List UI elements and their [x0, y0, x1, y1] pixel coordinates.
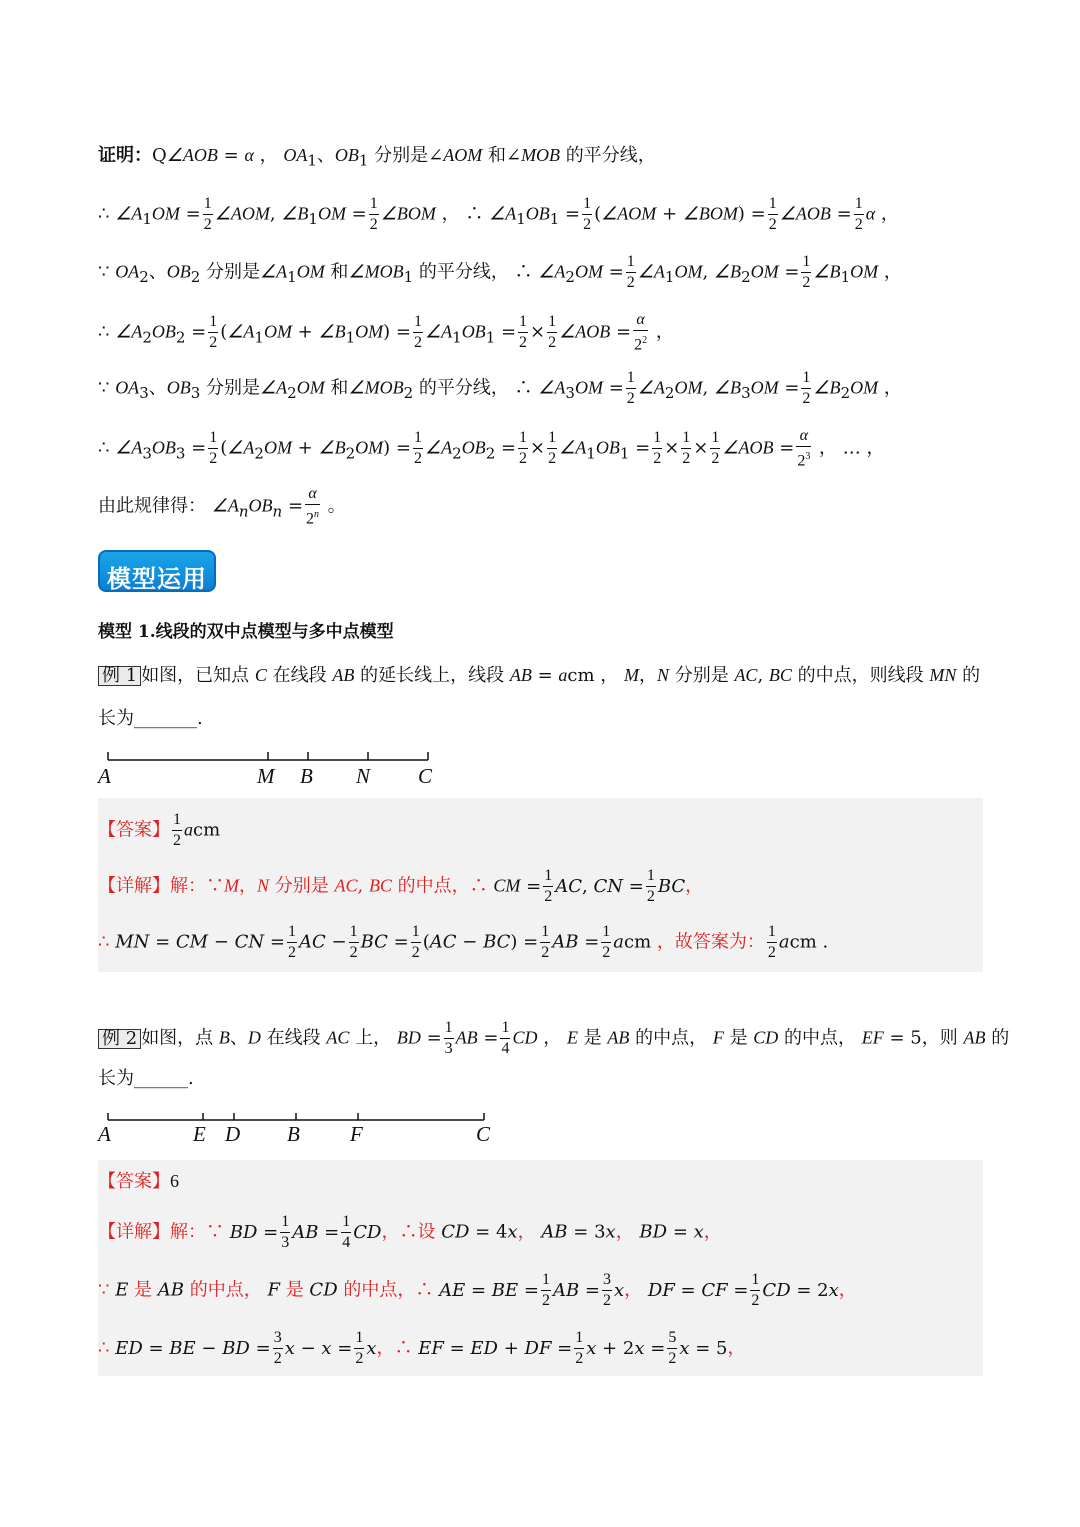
ex2-point-a: A: [98, 1122, 111, 1146]
ex2-tag: 例 2: [98, 1029, 141, 1049]
model-title: 模型 1.线段的双中点模型与多中点模型: [98, 622, 394, 642]
proof-line-7: 由此规律得： $\angle A_nOB_n$ = $\frac{\alpha}{2^n}$ 。: [98, 485, 346, 528]
ex2-answer-box: [98, 1160, 983, 1376]
ex1-answer: 【答案】 $\frac{1}{2}$ acm: [98, 811, 221, 849]
ex2-segment-figure: [98, 1110, 498, 1150]
proof-line-6: ∴ $\angle A_3OB_3$ = $\frac{1}{2}$ ($\angle A_2OM$ + $\angle B_2OM$) = $\frac{1}{2}$ $\angle A_2OB_2$ = $\frac{1}{2}$ × $\frac{1}{2}$ $\angle A_1OB_1$ = $\frac{1}{2}$ × $\frac{1}{2}$ × $\frac{1}{2}$ ∠AOB = $\frac{\alpha}{2^3}$ ， … ，: [98, 427, 885, 470]
section-tag: [98, 550, 216, 592]
proof-line-1: 证明：Q∠AOB = α ， $OA_1$、$OB_1$ 分别是∠AOM 和∠MOB 的平分线，: [98, 145, 656, 170]
proof-line-3: ∵ $OA_2$、$OB_2$ 分别是$\angle A_1OM$ 和$\angle MOB_1$ 的平分线， ∴ $\angle A_2OM$ = $\frac{1}{2}$ $\angle A_1OM$, $\angle B_2OM$ = $\frac{1}{2}$ $\angle B_1OM$ ，: [98, 253, 902, 291]
ex1-segment-figure: [98, 748, 438, 788]
ex1-answer-box: [98, 798, 983, 972]
ex1-question: 例 1 如图，已知点 C 在线段 AB 的延长线上，线段 AB = acm ， M，N 分别是 AC, BC 的中点，则线段 MN 的: [98, 666, 980, 686]
ex1-detail-2: ∴ MN = CM − CN = $\frac{1}{2}$ AC − $\frac{1}{2}$ BC = $\frac{1}{2}$ (AC − BC) = $\frac{1}{2}$ AB = $\frac{1}{2}$ acm ，故答案为： $\frac{1}{2}$ acm .: [98, 923, 829, 961]
ex1-point-b: B: [300, 764, 313, 788]
ex2-point-c: C: [476, 1122, 491, 1146]
ex2-question-line2: 长为______.: [98, 1068, 194, 1089]
ex2-detail-1: 【详解】解：∵ BD = $\frac{1}{3}$ AB = $\frac{1}{4}$ CD，∴设 CD = 4x， AB = 3x， BD = x，: [98, 1213, 722, 1251]
ex2-detail-3: ∴ ED = BE − BD = $\frac{3}{2}$ x − x = $\frac{1}{2}$ x，∴ EF = ED + DF = $\frac{1}{2}$ x + 2x = $\frac{5}{2}$ x = 5，: [98, 1329, 746, 1367]
ex2-point-e: E: [193, 1122, 206, 1146]
ex1-detail-1: 【详解】解：∵M，N 分别是 AC, BC 的中点，∴ CM = $\frac{1}{2}$ AC, CN = $\frac{1}{2}$ BC，: [98, 867, 704, 905]
ex2-answer: [98, 1172, 179, 1191]
ex1-point-c: C: [418, 764, 433, 788]
proof-line-2: ∴ $\angle A_1OM$ = $\frac{1}{2}$ ∠AOM, $\angle B_1OM$ = $\frac{1}{2}$ ∠BOM ， ∴ $\angle A_1OB_1$ = $\frac{1}{2}$ (∠AOM + ∠BOM) = $\frac{1}{2}$ ∠AOB = $\frac{1}{2}$ α ，: [98, 195, 899, 233]
ex2-answer-value: 6: [170, 1171, 179, 1191]
ex1-answer-label: 【答案】: [98, 819, 170, 841]
ex2-detail-2: ∵ E 是 AB 的中点， F 是 CD 的中点，∴ AE = BE = $\frac{1}{2}$ AB = $\frac{3}{2}$ x， DF = CF = $\frac{1}{2}$ CD = 2x，: [98, 1271, 857, 1309]
ex1-point-m: M: [257, 764, 275, 788]
ex2-answer-label: 【答案】: [98, 1171, 170, 1192]
ex1-question-line2: 长为_______.: [98, 708, 203, 729]
ex1-point-a: A: [98, 764, 111, 788]
ex2-point-b: B: [287, 1122, 300, 1146]
ex2-point-d: D: [225, 1122, 241, 1146]
ex2-question: 例 2 如图，点 B、D 在线段 AC 上， BD = $\frac{1}{3}$ AB = $\frac{1}{4}$ CD ， E 是 AB 的中点， F 是 CD 的中点， EF = 5，则 AB 的: [98, 1018, 1009, 1059]
section-tag-label: 模型运用: [107, 565, 207, 593]
ex2-detail-label: 【详解】: [98, 1221, 170, 1243]
ex1-point-n: N: [356, 764, 371, 788]
proof-line-5: ∵ $OA_3$、$OB_3$ 分别是$\angle A_2OM$ 和$\angle MOB_2$ 的平分线， ∴ $\angle A_3OM$ = $\frac{1}{2}$ $\angle A_2OM$, $\angle B_3OM$ = $\frac{1}{2}$ $\angle B_2OM$ ，: [98, 369, 902, 407]
ex1-tag: 例 1: [98, 666, 141, 686]
ex1-detail-label: 【详解】: [98, 875, 170, 897]
ex2-point-f: F: [350, 1122, 363, 1146]
proof-line-4: ∴ $\angle A_2OB_2$ = $\frac{1}{2}$ ($\angle A_1OM$ + $\angle B_1OM$) = $\frac{1}{2}$ $\angle A_1OB_1$ = $\frac{1}{2}$ × $\frac{1}{2}$ ∠AOB = $\frac{\alpha}{2^2}$ ，: [98, 311, 674, 354]
